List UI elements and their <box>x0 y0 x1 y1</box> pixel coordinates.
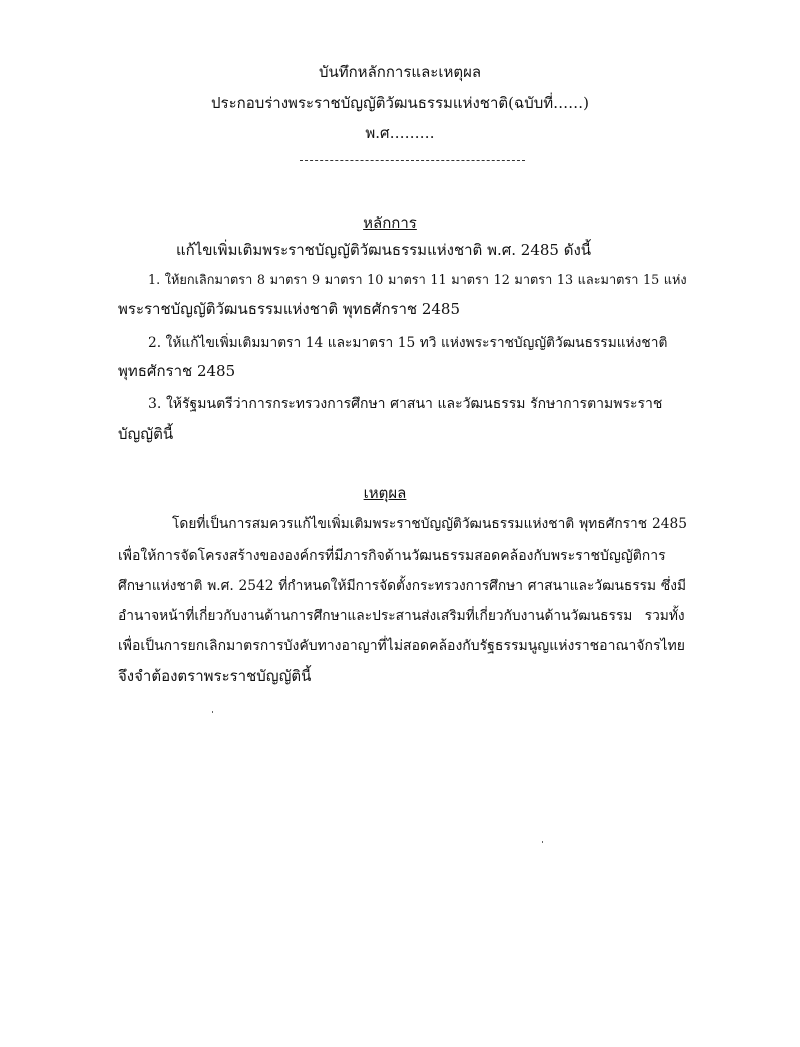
principle-item-2-line-1: 2. ให้แก้ไขเพิ่มเติมมาตรา 14 และมาตรา 15 ทวิ แห่งพระราชบัญญัติวัฒนธรรมแห่งชาติ <box>148 335 668 351</box>
principle-item-2-line-2: พุทธศักราช 2485 <box>118 362 236 380</box>
dashed-divider <box>300 160 525 161</box>
reasons-line-5: เพื่อเป็นการยกเลิกมาตรการบังคับทางอาญาที่ไม่สอดคล้องกับรัฐธรรมนูญแห่งราชอาณาจักรไทย <box>118 638 685 654</box>
reasons-line-3: ศึกษาแห่งชาติ พ.ศ. 2542 ที่กำหนดให้มีการจัดตั้งกระทรวงการศึกษา ศาสนาและวัฒนธรรม ซึ่งมี <box>118 578 687 594</box>
document-title: บันทึกหลักการและเหตุผล <box>318 63 482 81</box>
document-subtitle: ประกอบร่างพระราชบัญญัติวัฒนธรรมแห่งชาติ(ฉบับที่……) <box>211 94 589 112</box>
reasons-line-1: โดยที่เป็นการสมควรแก้ไขเพิ่มเติมพระราชบัญญัติวัฒนธรรมแห่งชาติ พุทธศักราช 2485 <box>172 516 687 532</box>
reasons-line-6: จึงจำต้องตราพระราชบัญญัตินี้ <box>118 667 312 685</box>
principle-item-3-line-2: บัญญัตินี้ <box>118 425 174 443</box>
scan-speck <box>542 841 543 843</box>
principle-item-1-line-1: 1. ให้ยกเลิกมาตรา 8 มาตรา 9 มาตรา 10 มาตรา 11 มาตรา 12 มาตรา 13 และมาตรา 15 แห่ง <box>148 273 687 288</box>
document-year: พ.ศ……… <box>365 124 435 142</box>
reasons-heading: เหตุผล <box>363 484 407 502</box>
principle-item-1-line-2: พระราชบัญญัติวัฒนธรรมแห่งชาติ พุทธศักราช 2485 <box>118 300 460 318</box>
principles-intro: แก้ไขเพิ่มเติมพระราชบัญญัติวัฒนธรรมแห่งชาติ พ.ศ. 2485 ดังนี้ <box>176 241 592 259</box>
scan-speck <box>212 711 213 713</box>
principle-item-3-line-1: 3. ให้รัฐมนตรีว่าการกระทรวงการศึกษา ศาสนา และวัฒนธรรม รักษาการตามพระราช <box>148 396 663 412</box>
reasons-line-4: อำนาจหน้าที่เกี่ยวกับงานด้านการศึกษาและประสานส่งเสริมที่เกี่ยวกับงานด้านวัฒนธรรม รวมทั้ง <box>118 608 685 624</box>
reasons-line-2: เพื่อให้การจัดโครงสร้างขององค์กรที่มีภารกิจด้านวัฒนธรรมสอดคล้องกับพระราชบัญญัติการ <box>118 548 666 564</box>
principles-heading: หลักการ <box>363 214 417 232</box>
